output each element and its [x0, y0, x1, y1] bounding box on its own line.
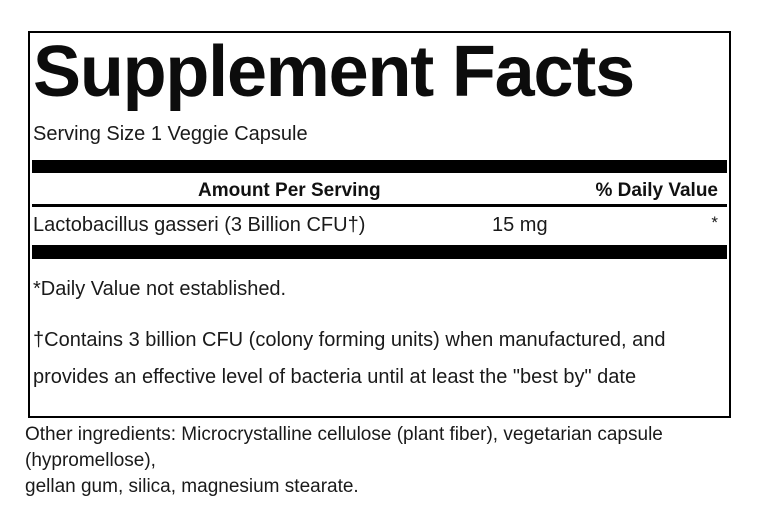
thick-divider-top: [32, 160, 727, 173]
other-ingredients-line1: Other ingredients: Microcrystalline cellulose (plant fiber), vegetarian capsule (hypromellose),: [25, 424, 663, 471]
daily-value-footnote: *Daily Value not established.: [33, 278, 287, 300]
supplement-facts-panel: [28, 31, 731, 418]
ingredient-daily-value: *: [711, 213, 718, 232]
ingredient-amount: 15 mg: [492, 214, 548, 236]
cfu-footnote: [33, 322, 723, 396]
percent-daily-value-header: % Daily Value: [595, 180, 718, 201]
other-ingredients-line2: gellan gum, silica, magnesium stearate.: [25, 476, 359, 497]
table-row: [30, 212, 729, 238]
thin-divider-header: [32, 204, 727, 207]
thick-divider-bottom: [32, 245, 727, 259]
panel-title: Supplement Facts: [33, 32, 634, 112]
ingredient-name: Lactobacillus gasseri (3 Billion CFU†): [33, 214, 366, 236]
other-ingredients-text: [25, 422, 755, 500]
cfu-footnote-line2: provides an effective level of bacteria until at least the "best by" date: [33, 366, 637, 388]
amount-per-serving-header: Amount Per Serving: [198, 180, 381, 201]
column-header-row: [30, 178, 729, 204]
serving-size-text: Serving Size 1 Veggie Capsule: [33, 123, 308, 145]
cfu-footnote-line1: †Contains 3 billion CFU (colony forming units) when manufactured, and: [33, 329, 666, 351]
